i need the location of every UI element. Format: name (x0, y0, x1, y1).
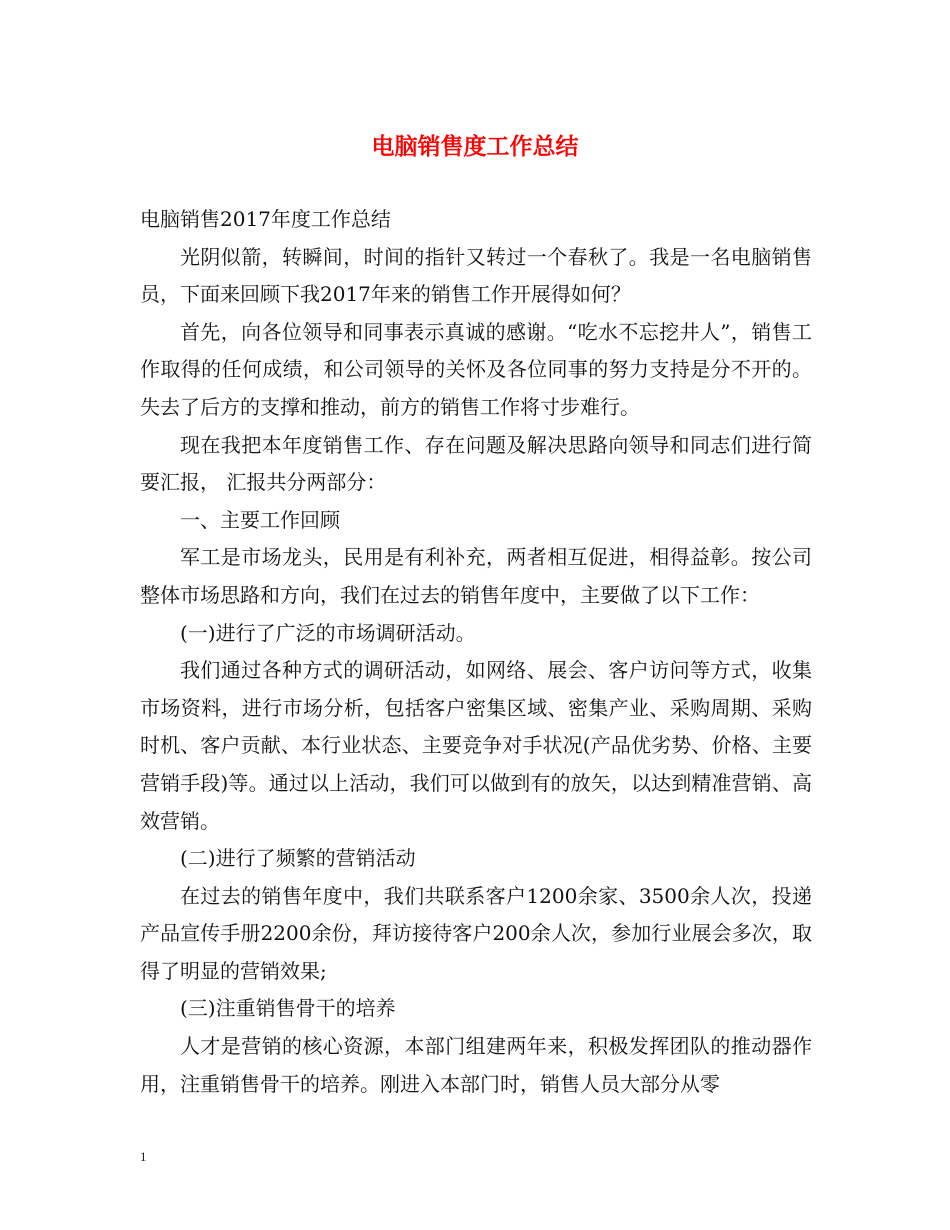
paragraph: (一)进行了广泛的市场调研活动。 (180, 620, 476, 645)
document-body (140, 201, 812, 1103)
paragraph: (三)注重销售骨干的培养 (180, 996, 396, 1021)
paragraph: 我们通过各种方式的调研活动，如网络、展会、客户访问等方式，收集市场资料，进行市场分析，包括客户密集区域、密集产业、采购周期、采购时机、客户贡献、本行业状态、主要竞争对手状况(产品优劣势、价格、主要营销手段)等。通过以上活动，我们可以做到有的放矢，以达到精准营销、高效营销。 (140, 658, 812, 833)
paragraph: 军工是市场龙头，民用是有利补充，两者相互促进，相得益彰。按公司整体市场思路和方向，我们在过去的销售年度中，主要做了以下工作： (140, 545, 812, 607)
paragraph: 光阴似箭，转瞬间，时间的指针又转过一个春秋了。我是一名电脑销售员，下面来回顾下我2017年来的销售工作开展得如何？ (140, 244, 812, 307)
paragraph: 一、主要工作回顾 (180, 507, 340, 532)
paragraph: 现在我把本年度销售工作、存在问题及解决思路向领导和同志们进行简要汇报， 汇报共分两部分： (140, 432, 812, 495)
paragraph: 人才是营销的核心资源，本部门组建两年来，积极发挥团队的推动器作用，注重销售骨干的培养。刚进入本部门时，销售人员大部分从零 (140, 1034, 812, 1096)
document-title: 电脑销售度工作总结 (371, 133, 579, 160)
paragraph: 首先，向各位领导和同事表示真诚的感谢。“吃水不忘挖井人”，销售工作取得的任何成绩，和公司领导的关怀及各位同事的努力支持是分不开的。失去了后方的支撑和推动，前方的销售工作将寸步难行。 (140, 319, 812, 419)
paragraph: 电脑销售2017年度工作总结 (140, 207, 391, 231)
paragraph: (二)进行了频繁的营销活动 (180, 846, 416, 871)
paragraph: 在过去的销售年度中，我们共联系客户1200余家、3500余人次，投递产品宣传手册2200余份，拜访接待客户200余人次，参加行业展会多次，取得了明显的营销效果; (140, 883, 812, 983)
page-number: 1 (140, 1149, 147, 1164)
